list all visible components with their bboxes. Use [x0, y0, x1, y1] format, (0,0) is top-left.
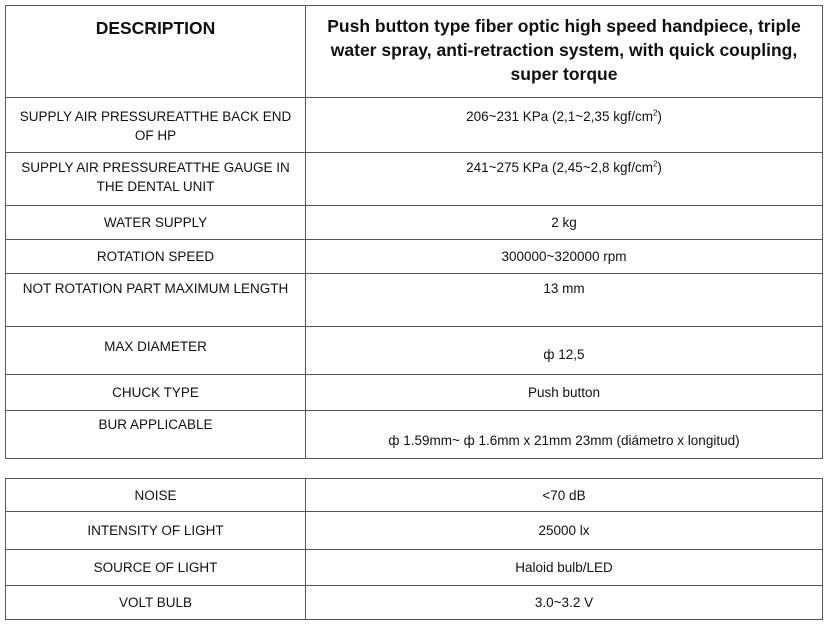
row-label: ROTATION SPEED — [6, 240, 306, 274]
table-row — [6, 479, 823, 512]
table-row — [6, 550, 823, 586]
table-row — [6, 586, 823, 620]
table-row — [6, 153, 823, 206]
row-value: ф 1.59mm~ ф 1.6mm x 21mm 23mm (diámetro x longitud) — [306, 411, 823, 459]
row-value: 300000~320000 rpm — [306, 240, 823, 274]
row-label: VOLT BULB — [6, 586, 306, 620]
row-value: 3.0~3.2 V — [306, 586, 823, 620]
row-label: INTENSITY OF LIGHT — [6, 512, 306, 550]
row-value: Push button — [306, 375, 823, 411]
product-description: Push button type fiber optic high speed handpiece, triple water spray, anti-retraction system, with quick coupling, super torque — [306, 6, 823, 98]
light-spec-table — [5, 478, 823, 620]
row-label: BUR APPLICABLE — [6, 411, 306, 459]
table-row — [6, 327, 823, 375]
row-label: WATER SUPPLY — [6, 206, 306, 240]
row-value: 206~231 KPa (2,1~2,35 kgf/$cm^2$) — [306, 98, 823, 153]
row-label: SUPPLY AIR PRESSUREATTHE BACK END OF HP — [6, 98, 306, 153]
row-value: 13 mm — [306, 274, 823, 327]
row-label: NOISE — [6, 479, 306, 512]
table-row — [6, 240, 823, 274]
table-header-row — [6, 6, 823, 98]
row-label: NOT ROTATION PART MAXIMUM LENGTH — [6, 274, 306, 327]
row-value: <70 dB — [306, 479, 823, 512]
table-row — [6, 274, 823, 327]
table-row — [6, 512, 823, 550]
description-header: DESCRIPTION — [6, 6, 306, 98]
row-value: 241~275 KPa (2,45~2,8 kgf/$cm^2$) — [306, 153, 823, 206]
table-row — [6, 206, 823, 240]
row-value: 25000 lx — [306, 512, 823, 550]
table-row — [6, 375, 823, 411]
row-value: Haloid bulb/LED — [306, 550, 823, 586]
row-label: MAX DIAMETER — [6, 327, 306, 375]
table-row — [6, 98, 823, 153]
spec-table — [5, 5, 823, 459]
row-value: ф 12,5 — [306, 327, 823, 375]
row-value: 2 kg — [306, 206, 823, 240]
row-label: SUPPLY AIR PRESSUREATTHE GAUGE IN THE DENTAL UNIT — [6, 153, 306, 206]
row-label: CHUCK TYPE — [6, 375, 306, 411]
row-label: SOURCE OF LIGHT — [6, 550, 306, 586]
table-row — [6, 411, 823, 459]
